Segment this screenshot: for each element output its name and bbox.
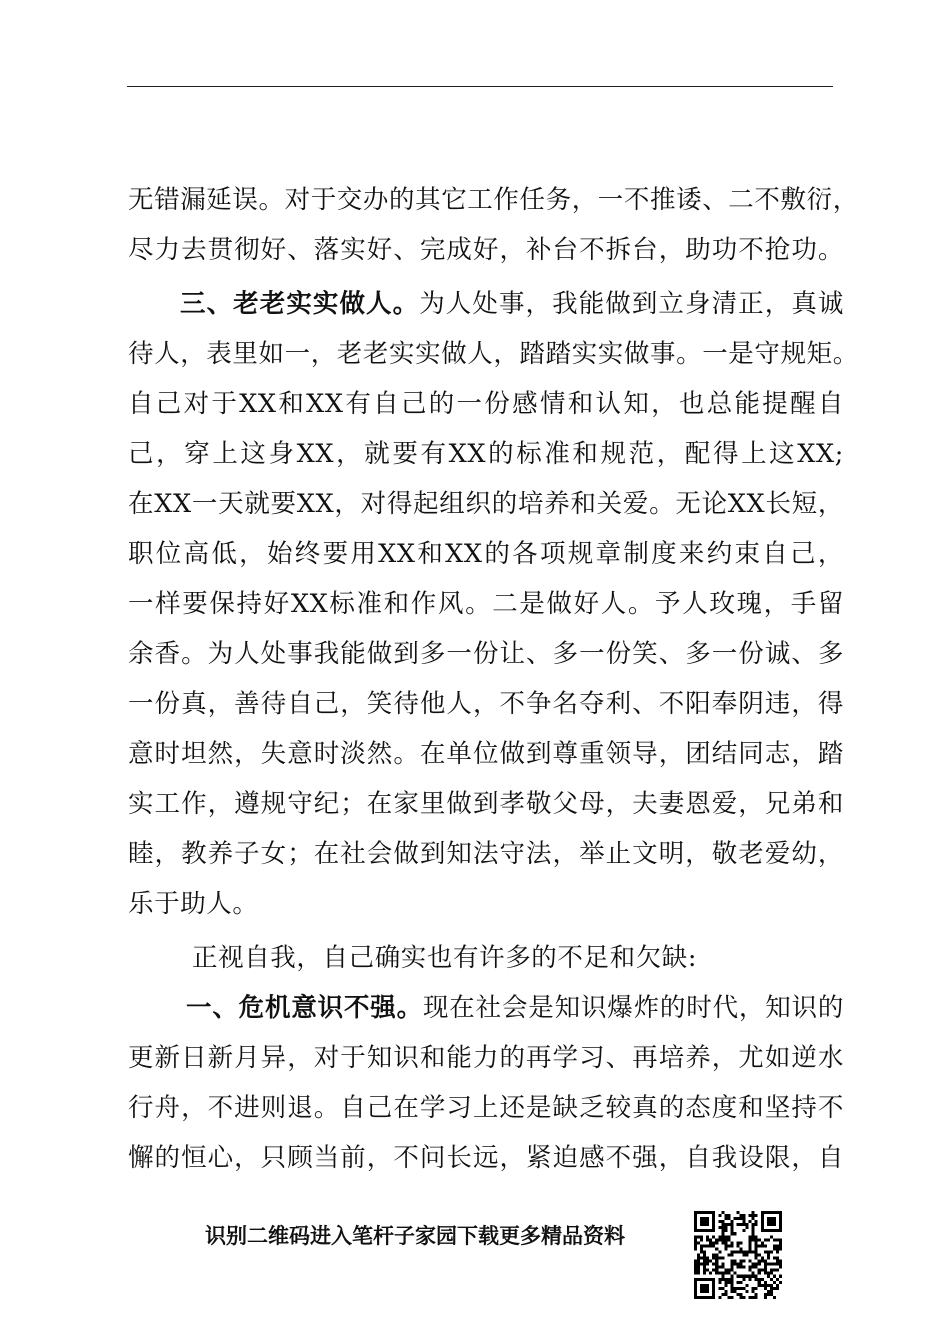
paragraph-line: 余香。为人处事我能做到多一份让、多一份笑、多一份诚、多 xyxy=(128,639,844,669)
paragraph-line: 实工作，遵规守纪；在家里做到孝敬父母，夫妻恩爱，兄弟和 xyxy=(128,789,844,819)
paragraph-line: 睦，教养子女；在社会做到知法守法，举止文明，敬老爱幼， xyxy=(128,839,844,869)
section-heading-line: 一、危机意识不强。现在社会是知识爆炸的时代，知识的 xyxy=(186,993,844,1023)
paragraph-line: 正视自我，自己确实也有许多的不足和欠缺: xyxy=(192,943,698,973)
footer-promo-text: 识别二维码进入笔杆子家园下载更多精品资料 xyxy=(205,1224,625,1248)
paragraph-line: 一样要保持好XX标准和作风。二是做好人。予人玫瑰，手留 xyxy=(128,589,844,619)
paragraph-line: 在XX一天就要XX，对得起组织的培养和关爱。无论XX长短， xyxy=(128,489,844,519)
paragraph-line: 更新日新月异，对于知识和能力的再学习、再培养，尤如逆水 xyxy=(128,1043,844,1073)
paragraph-line: 意时坦然，失意时淡然。在单位做到尊重领导，团结同志，踏 xyxy=(128,739,844,769)
paragraph-line: 懈的恒心，只顾当前，不问长远，紧迫感不强，自我设限，自 xyxy=(128,1143,844,1173)
paragraph-line: 职位高低，始终要用XX和XX的各项规章制度来约束自己， xyxy=(128,539,844,569)
header-rule xyxy=(127,86,833,87)
section-heading: 三、老老实实做人。 xyxy=(180,289,420,319)
paragraph-line: 一份真，善待自己，笑待他人，不争名夺利、不阳奉阴违，得 xyxy=(128,689,844,719)
section-heading: 一、危机意识不强。 xyxy=(186,993,423,1023)
paragraph-line: 待人，表里如一，老老实实做人，踏踏实实做事。一是守规矩。 xyxy=(128,339,859,369)
paragraph-line: 行舟，不进则退。自己在学习上还是缺乏较真的态度和坚持不 xyxy=(128,1093,844,1123)
section-heading-line: 三、老老实实做人。为人处事，我能做到立身清正，真诚 xyxy=(180,289,844,319)
paragraph-line: 无错漏延误。对于交办的其它工作任务，一不推诿、二不敷衍， xyxy=(128,185,859,215)
qr-code-icon[interactable] xyxy=(694,1211,782,1299)
paragraph-line: 自己对于XX和XX有自己的一份感情和认知，也总能提醒自 xyxy=(128,389,844,419)
paragraph-line: 乐于助人。 xyxy=(128,889,259,919)
paragraph-line: 己，穿上这身XX，就要有XX的标准和规范，配得上这XX; xyxy=(128,439,844,469)
paragraph-line: 尽力去贯彻好、落实好、完成好，补台不拆台，助功不抢功。 xyxy=(128,235,844,265)
